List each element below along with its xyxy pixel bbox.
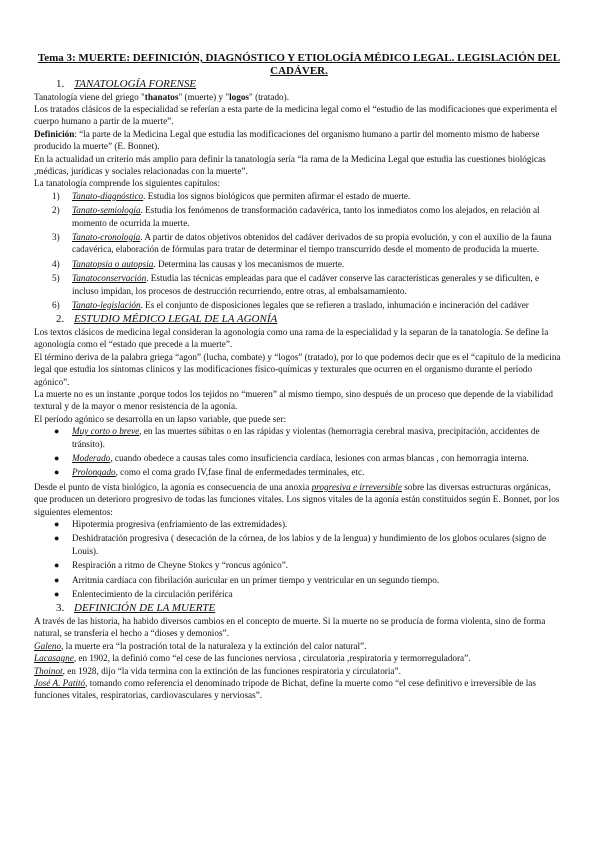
paragraph: Tanatología viene del griego "thanatos" (muerte) y "logos" (tratado). xyxy=(34,91,289,102)
list-item: ● Deshidratación progresiva ( desecación de la córnea, de los labios y de la lengua) y hundimiento de los globos oculares (signo de Louis). xyxy=(54,533,547,556)
paragraph: La tanatología comprende los siguientes capítulos: xyxy=(34,178,220,189)
section-number: 1. xyxy=(56,78,65,90)
bullet-icon: ● xyxy=(54,467,60,478)
bullet-icon: ● xyxy=(54,533,60,544)
list-item: 5) Tanatoconservación. Estudia las técnicas empleadas para que el cadáver conserve las características generales y se dificulten, e incluso impidan, los procesos de destrucción recurriendo, entre otras, al embalsamamiento. xyxy=(52,273,540,296)
bullet-icon: ● xyxy=(54,519,60,529)
bullet-icon: ● xyxy=(54,574,60,585)
list-item: 6) Tanato-legislación. Es el conjunto de disposiciones legales que se refieren a traslado, inhumación e incineración del cadáver xyxy=(52,300,529,310)
bullet-icon: ● xyxy=(54,426,60,437)
bullet-icon: ● xyxy=(54,589,60,600)
list-item: ● Enlentecimiento de la circulación periférica xyxy=(54,589,233,600)
paragraph: Los tratados clásicos de la especialidad se referían a esta parte de la medicina legal como el “estudio de las modificaciones que experimenta el cuerpo humano a partir de la muerte”. xyxy=(34,103,558,127)
reference-line: José A. Patitó, tomando como referencia el denominado trípode de Bichat, define la muerte como “el cese definitivo e irreversible de las funciones vitales, respiratorias, cardiovasculares y nerviosas”. xyxy=(34,677,536,701)
section-title: TANATOLOGÍA FORENSE xyxy=(74,78,197,90)
page-title: Tema 3: MUERTE: DEFINICIÓN, DIAGNÓSTICO Y ETIOLOGÍA MÉDICO LEGAL. LEGISLACIÓN DEL CADÁVER. xyxy=(37,52,561,77)
paragraph: Definición: “la parte de la Medicina Legal que estudia las modificaciones del organismo humano a partir del momento mismo de haberse producido la muerte” (E. Bonnet). xyxy=(34,128,540,152)
list-item: 2) Tanato-semiología. Estudia los fenómenos de transformación cadavérica, tanto los inmediatos como los alejados, en relación al momento de ocurrida la muerte. xyxy=(52,205,540,228)
list-item: ● Arritmia cardíaca con fibrilación auricular en un primer tiempo y ventricular en un segundo tiempo. xyxy=(54,574,440,585)
paragraph: Los textos clásicos de medicina legal consideran la agonología como una rama de la especialidad y la separan de la tanatología. Se define la agonología como el “estado que precede a la muerte”. xyxy=(34,326,549,350)
bullet-icon: ● xyxy=(54,560,60,571)
section-title: ESTUDIO MÉDICO LEGAL DE LA AGONÍA xyxy=(74,313,278,326)
list-item: ● Muy corto o breve, en las muertes súbitas o en las rápidas y violentas (hemorragia cerebral masiva, precipitación, accidentes de tránsito). xyxy=(54,426,540,449)
list-item: ● Respiración a ritmo de Cheyne Stokcs y “roncus agónico”. xyxy=(54,560,289,571)
signs-list xyxy=(34,518,564,600)
bullet-icon: ● xyxy=(54,452,60,463)
section-title: DEFINICIÓN DE LA MUERTE xyxy=(74,602,216,615)
list-item: ● Hipotermia progresiva (enfriamiento de las extremidades). xyxy=(54,519,288,529)
section-2-heading xyxy=(34,313,564,326)
chapter-list xyxy=(34,190,564,312)
list-item: 4) Tanatopsia o autopsia. Determina las causas y los mecanismos de muerte. xyxy=(52,258,345,269)
paragraph: El término deriva de la palabra griega “agon” (lucha, combate) y “logos” (tratado), por lo que podemos decir que es el “capítulo de la medicina legal que estudia los síntomas clínicos y las modificaciones físico-químicas y texturales que ocurren en el organismo durante el período agónico”. xyxy=(34,351,561,387)
list-item: ● Moderado, cuando obedece a causas tales como insuficiencia cardíaca, lesiones con armas blancas , con hemorragia interna. xyxy=(54,452,529,463)
paragraph: En la actualidad un criterio más amplio para definir la tanatología sería “la rama de la Medicina Legal que estudia las cuestiones biológicas ,médicas, jurídicas y sociales relacionadas con la muerte”. xyxy=(34,153,546,176)
section-1-heading xyxy=(34,78,564,91)
reference-line: Lacasagne, en 1902, la definió como “el cese de las funciones nerviosa , circulatoria ,respiratoria y termorreguladora”. xyxy=(34,653,471,664)
period-list xyxy=(34,425,564,479)
paragraph: La muerte no es un instante ,porque todos los tejidos no “mueren” al mismo tiempo, sino después de un proceso que depende de la viabilidad textural y de la mayor o menor resistencia de la agonía. xyxy=(34,388,553,412)
paragraph: El período agónico se desarrolla en un lapso variable, que puede ser: xyxy=(34,413,287,424)
reference-line: Thoinot, en 1928, dijo “la vida termina con la extinción de las funciones respiratoria y circulatoria”. xyxy=(34,665,401,676)
list-item: ● Prolongado, como el coma grado IV,fase final de enfermedades terminales, etc. xyxy=(54,467,365,478)
section-number: 2. xyxy=(56,313,65,326)
reference-line: Galeno, la muerte era “la postración total de la naturaleza y la extinción del calor natural”. xyxy=(34,640,367,651)
list-item: 1) Tanato-diagnóstico. Estudia los signos biológicos que permiten afirmar el estado de muerte. xyxy=(52,190,411,201)
document-page xyxy=(34,52,564,702)
section-number: 3. xyxy=(56,602,65,615)
list-item: 3) Tanato-cronología. A partir de datos objetivos obtenidos del cadáver derivados de su propia evolución, y con el auxilio de la fauna cadavérica, elaboración de fórmulas para tratar de determinar el tiempo transcurrido desde el momento de producida la muerte. xyxy=(52,231,552,255)
paragraph: A través de las historia, ha habido diversos cambios en el concepto de muerte. Si la muerte no se producía de forma violenta, sino de forma natural, se transfería el hecho a “dioses y demonios”. xyxy=(34,615,546,639)
paragraph: Desde el punto de vista biológico, la agonía es consecuencia de una anoxia progresiva e irreversible sobre las diversas estructuras orgánicas, que producen un deterioro progresivo de todas las funciones vitales. Los signos vitales de la agonía están constituidos según E. Bonnet, por los siguientes elementos: xyxy=(34,481,560,517)
section-3-heading xyxy=(34,602,564,615)
